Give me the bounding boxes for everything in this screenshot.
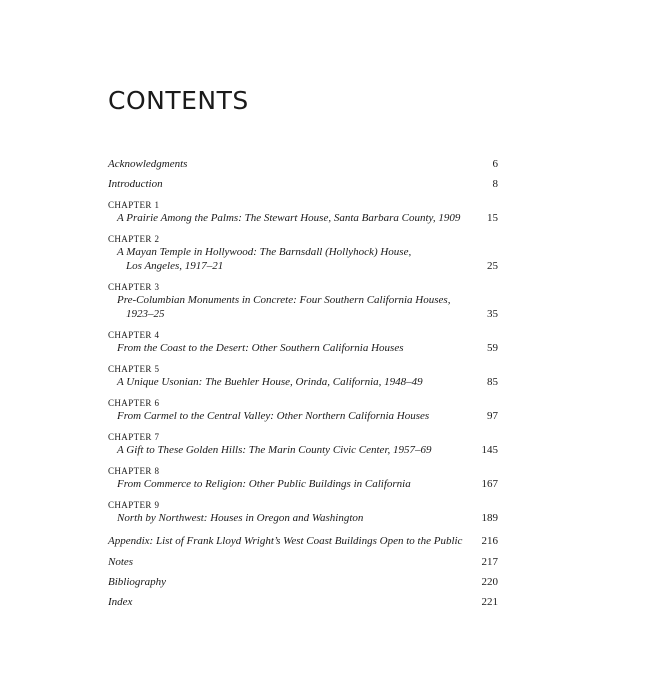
entry-page: 85	[487, 376, 498, 388]
chapter-title-line-2: 1923–25	[126, 308, 165, 320]
entry-page: 167	[481, 478, 498, 490]
toc-entry	[108, 575, 498, 589]
entry-page: 8	[492, 178, 498, 190]
toc-entry	[108, 157, 498, 171]
toc-entry	[108, 555, 498, 569]
entry-page: 6	[492, 158, 498, 170]
chapter-title: A Gift to These Golden Hills: The Marin County Civic Center, 1957–69	[117, 444, 432, 456]
entry-page: 35	[487, 308, 498, 320]
chapter-title-line-2: Los Angeles, 1917–21	[126, 260, 224, 272]
page-title: CONTENTS	[108, 86, 249, 115]
toc-chapter-entry	[108, 363, 498, 389]
entry-page: 97	[487, 410, 498, 422]
entry-title: Introduction	[108, 178, 163, 190]
chapter-title: From Carmel to the Central Valley: Other Northern California Houses	[117, 410, 430, 422]
entry-page: 217	[481, 556, 498, 568]
toc-entry	[108, 595, 498, 609]
chapter-title-line-1: Pre-Columbian Monuments in Concrete: Four Southern California Houses,	[117, 294, 451, 306]
toc-chapter-entry	[108, 465, 498, 491]
entry-title: Index	[108, 596, 133, 608]
entry-page: 189	[481, 512, 498, 524]
toc-entry	[108, 177, 498, 191]
entry-page: 220	[481, 576, 498, 588]
chapter-label: CHAPTER 6	[108, 398, 160, 408]
toc-entry	[108, 534, 498, 548]
entry-title: Notes	[108, 556, 134, 568]
entry-page: 216	[481, 535, 498, 547]
chapter-title: A Unique Usonian: The Buehler House, Orinda, California, 1948–49	[117, 376, 423, 388]
chapter-title: From the Coast to the Desert: Other Southern California Houses	[117, 342, 404, 354]
chapter-label: CHAPTER 3	[108, 282, 160, 292]
entry-title: Appendix: List of Frank Lloyd Wright’s West Coast Buildings Open to the Public	[108, 535, 463, 547]
chapter-label: CHAPTER 7	[108, 432, 160, 442]
chapter-label: CHAPTER 8	[108, 466, 160, 476]
entry-title: Acknowledgments	[108, 158, 188, 170]
chapter-label: CHAPTER 2	[108, 234, 160, 244]
chapter-title: From Commerce to Religion: Other Public Buildings in California	[117, 478, 411, 490]
entry-page: 25	[487, 260, 498, 272]
chapter-label: CHAPTER 9	[108, 500, 160, 510]
chapter-label: CHAPTER 4	[108, 330, 160, 340]
entry-page: 15	[487, 212, 498, 224]
chapter-title: North by Northwest: Houses in Oregon and Washington	[117, 512, 364, 524]
toc-chapter-entry	[108, 499, 498, 525]
entry-page: 145	[481, 444, 498, 456]
toc-chapter-entry	[108, 199, 498, 225]
entry-page: 221	[481, 596, 498, 608]
entry-page: 59	[487, 342, 498, 354]
toc-chapter-entry	[108, 329, 498, 355]
chapter-title: A Prairie Among the Palms: The Stewart House, Santa Barbara County, 1909	[117, 212, 461, 224]
toc-chapter-entry	[108, 397, 498, 423]
toc-chapter-entry	[108, 431, 498, 457]
chapter-title-line-1: A Mayan Temple in Hollywood: The Barnsdall (Hollyhock) House,	[117, 246, 412, 258]
chapter-label: CHAPTER 1	[108, 200, 160, 210]
entry-title: Bibliography	[108, 576, 167, 588]
chapter-label: CHAPTER 5	[108, 364, 160, 374]
toc-chapter-entry	[108, 233, 498, 273]
toc-chapter-entry	[108, 281, 498, 321]
